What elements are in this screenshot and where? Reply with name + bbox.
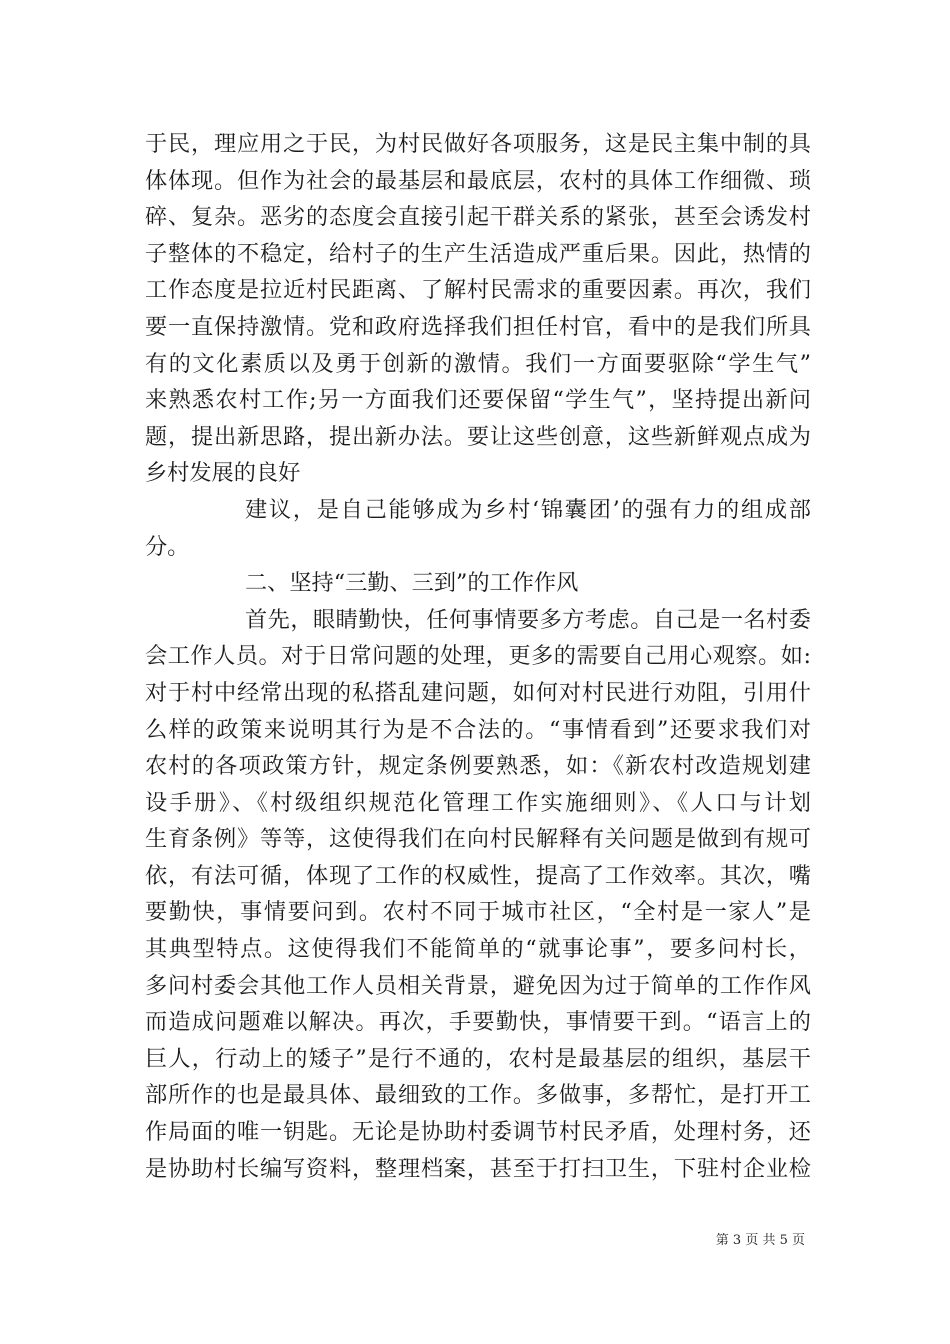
- body-line: 生育条例》等等，这使得我们在向村民解释有关问题是做到有规可: [145, 826, 811, 853]
- body-line: 会工作人员。对于日常问题的处理，更多的需要自己用心观察。如:: [145, 643, 811, 670]
- page-number-footer: 第 3 页 共 5 页: [715, 1233, 805, 1248]
- body-line: 分。: [145, 533, 190, 560]
- body-line: 是协助村长编写资料，整理档案，甚至于打扫卫生，下驻村企业检: [145, 1155, 811, 1182]
- body-line: 子整体的不稳定，给村子的生产生活造成严重后果。因此，热情的: [145, 240, 811, 267]
- body-line: 巨人，行动上的矮子”是行不通的，农村是最基层的组织，基层干: [145, 1045, 811, 1072]
- body-line: 题，提出新思路，提出新办法。要让这些创意，这些新鲜观点成为: [145, 423, 811, 450]
- body-line: 要一直保持激情。党和政府选择我们担任村官，看中的是我们所具: [145, 313, 811, 340]
- body-line: 而造成问题难以解决。再次，手要勤快，事情要干到。“语言上的: [145, 1009, 811, 1036]
- body-line: 部所作的也是最具体、最细致的工作。多做事，多帮忙，是打开工: [145, 1082, 811, 1109]
- body-line: 工作态度是拉近村民距离、了解村民需求的重要因素。再次，我们: [145, 277, 811, 304]
- body-line: 其典型特点。这使得我们不能简单的“就事论事”，要多问村长，: [145, 936, 811, 963]
- body-line: 设手册》、《村级组织规范化管理工作实施细则》、《人口与计划: [145, 789, 811, 816]
- body-line: 碎、复杂。恶劣的态度会直接引起干群关系的紧张，甚至会诱发村: [145, 204, 811, 231]
- body-line-indented: 建议，是自己能够成为乡村‘锦囊团’的强有力的组成部: [245, 496, 811, 523]
- body-line: 有的文化素质以及勇于创新的激情。我们一方面要驱除“学生气”: [145, 350, 811, 377]
- body-line-indented: 首先，眼睛勤快，任何事情要多方考虑。自己是一名村委: [245, 606, 811, 633]
- body-line: 依，有法可循，体现了工作的权威性，提高了工作效率。其次，嘴: [145, 862, 811, 889]
- body-line: 作局面的唯一钥匙。无论是协助村委调节村民矛盾，处理村务，还: [145, 1119, 811, 1146]
- body-line: 农村的各项政策方针，规定条例要熟悉，如：《新农村改造规划建: [145, 753, 811, 780]
- document-body: [145, 126, 811, 1187]
- body-line: 多问村委会其他工作人员相关背景，避免因为过于简单的工作作风: [145, 972, 811, 999]
- body-line: 于民，理应用之于民，为村民做好各项服务，这是民主集中制的具: [145, 131, 811, 157]
- body-line: 对于村中经常出现的私搭乱建问题，如何对村民进行劝阻，引用什: [145, 679, 811, 706]
- body-line: 乡村发展的良好: [145, 460, 301, 487]
- body-line: 么样的政策来说明其行为是不合法的。“事情看到”还要求我们对: [145, 716, 811, 743]
- body-line: 体体现。但作为社会的最基层和最底层，农村的具体工作细微、琐: [145, 167, 811, 194]
- body-line: 来熟悉农村工作;另一方面我们还要保留“学生气”，坚持提出新问: [145, 387, 811, 414]
- body-line: 要勤快，事情要问到。农村不同于城市社区，“全村是一家人”是: [145, 899, 811, 926]
- section-heading: 二、坚持“三勤、三到”的工作作风: [245, 570, 579, 597]
